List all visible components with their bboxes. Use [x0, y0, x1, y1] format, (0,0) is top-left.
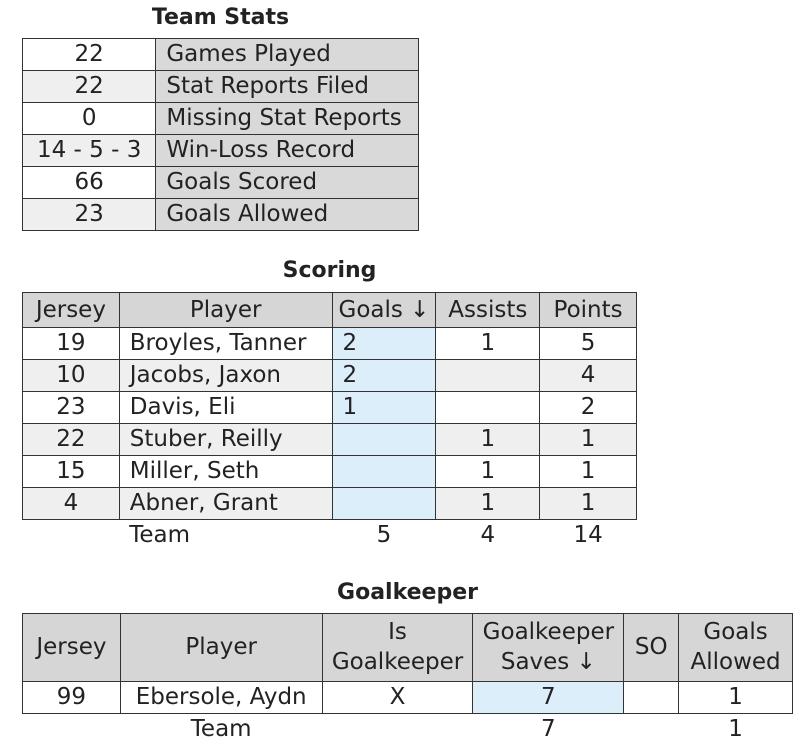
player-cell: Davis, Eli [119, 392, 332, 424]
table-row [23, 392, 637, 424]
team-goals-allowed: 1 [728, 716, 743, 743]
table-row [23, 103, 419, 135]
team-stats-table [22, 38, 419, 231]
header-line: Goalkeeper [331, 648, 464, 675]
table-row [23, 199, 419, 231]
column-header-assists[interactable]: Assists [436, 293, 540, 328]
stat-label: Goals Allowed [156, 199, 419, 231]
saves-cell: 7 [473, 682, 624, 714]
column-header-jersey[interactable]: Jersey [23, 614, 121, 682]
table-row [23, 135, 419, 167]
table-row [23, 424, 637, 456]
stat-label: Stat Reports Filed [156, 71, 419, 103]
goals-cell [332, 456, 436, 488]
points-cell: 4 [540, 360, 637, 392]
points-cell: 1 [540, 424, 637, 456]
scoring-title: Scoring [282, 258, 377, 283]
player-cell: Stuber, Reilly [119, 424, 332, 456]
scoring-table [22, 292, 637, 552]
goalkeeper-table [22, 613, 793, 746]
jersey-cell: 22 [23, 424, 120, 456]
table-row [23, 682, 793, 714]
team-assists: 4 [480, 522, 496, 549]
jersey-cell: 10 [23, 360, 120, 392]
table-row [23, 71, 419, 103]
goals-cell: 1 [332, 392, 436, 424]
player-cell: Miller, Seth [119, 456, 332, 488]
jersey-cell: 19 [23, 328, 120, 360]
points-cell: 1 [540, 488, 637, 520]
table-row [23, 488, 637, 520]
stat-value: 14 - 5 - 3 [23, 135, 156, 167]
jersey-cell: 15 [23, 456, 120, 488]
team-label: Team [129, 522, 191, 549]
player-cell: Abner, Grant [119, 488, 332, 520]
goals-cell [332, 424, 436, 456]
goalkeeper-title: Goalkeeper [337, 580, 478, 605]
points-cell: 2 [540, 392, 637, 424]
header-line: Allowed [690, 648, 781, 675]
column-header-points[interactable]: Points [540, 293, 637, 328]
points-cell: 1 [540, 456, 637, 488]
table-row [23, 167, 419, 199]
goals-cell: 2 [332, 360, 436, 392]
header-line: Is [388, 618, 407, 645]
header-line: Goalkeeper [482, 618, 615, 645]
column-header-jersey[interactable]: Jersey [23, 293, 120, 328]
team-stats-title: Team Stats [151, 5, 290, 30]
jersey-cell: 99 [23, 682, 121, 714]
so-cell [624, 682, 679, 714]
assists-cell: 1 [436, 488, 540, 520]
assists-cell [436, 360, 540, 392]
assists-cell: 1 [436, 328, 540, 360]
team-points: 14 [573, 522, 603, 549]
goals-cell: 2 [332, 328, 436, 360]
assists-cell: 1 [436, 456, 540, 488]
team-label: Team [190, 716, 252, 743]
team-totals-row [23, 714, 793, 746]
stat-label: Missing Stat Reports [156, 103, 419, 135]
jersey-cell: 23 [23, 392, 120, 424]
table-row [23, 328, 637, 360]
column-header-so[interactable]: SO [624, 614, 679, 682]
points-cell: 5 [540, 328, 637, 360]
player-cell: Broyles, Tanner [119, 328, 332, 360]
goals-allowed-cell: 1 [679, 682, 793, 714]
jersey-cell: 4 [23, 488, 120, 520]
player-cell: Ebersole, Aydn [120, 682, 322, 714]
column-header-goals[interactable]: Goals ↓ [332, 293, 436, 328]
team-saves: 7 [541, 716, 556, 743]
column-header-is-goalkeeper[interactable] [322, 614, 473, 682]
team-goals: 5 [376, 522, 392, 549]
player-cell: Jacobs, Jaxon [119, 360, 332, 392]
stat-value: 66 [23, 167, 156, 199]
stat-value: 22 [23, 71, 156, 103]
stat-label: Goals Scored [156, 167, 419, 199]
assists-cell: 1 [436, 424, 540, 456]
is-goalkeeper-cell: X [322, 682, 473, 714]
table-row [23, 39, 419, 71]
stat-label: Win-Loss Record [156, 135, 419, 167]
stat-label: Games Played [156, 39, 419, 71]
column-header-player[interactable]: Player [120, 614, 322, 682]
column-header-goalkeeper-saves[interactable] [473, 614, 624, 682]
stat-value: 0 [23, 103, 156, 135]
table-row [23, 456, 637, 488]
column-header-player[interactable]: Player [119, 293, 332, 328]
header-line: Saves ↓ [500, 648, 596, 675]
assists-cell [436, 392, 540, 424]
goals-cell [332, 488, 436, 520]
stat-value: 22 [23, 39, 156, 71]
column-header-goals-allowed[interactable] [679, 614, 793, 682]
team-totals-row [23, 520, 637, 552]
table-row [23, 360, 637, 392]
stat-value: 23 [23, 199, 156, 231]
header-line: Goals [703, 618, 768, 645]
